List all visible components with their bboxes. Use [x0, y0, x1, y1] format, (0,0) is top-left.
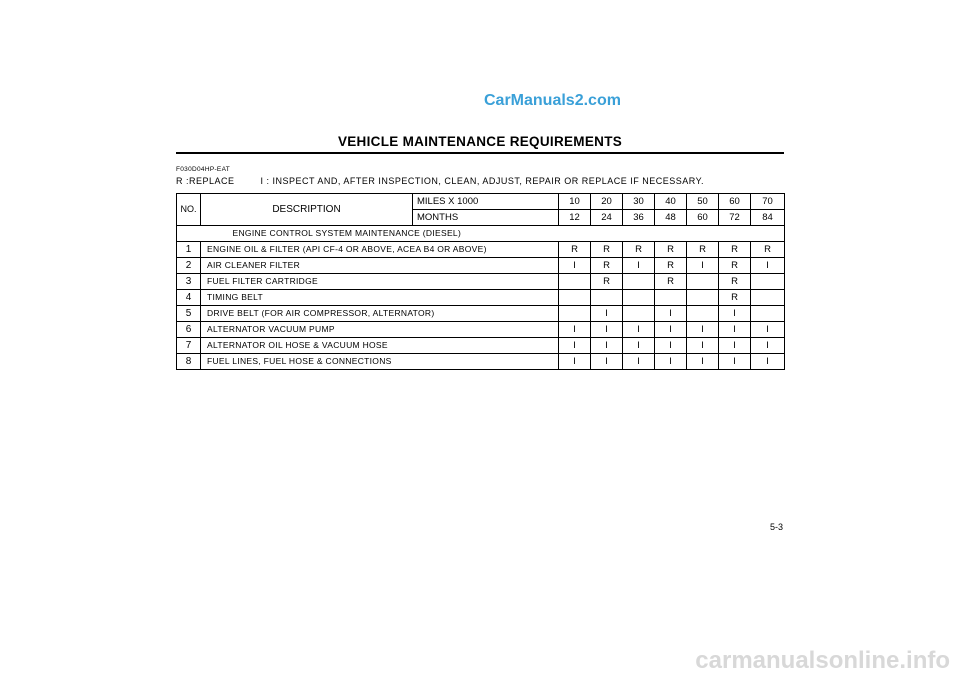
interval-cell: I: [687, 338, 719, 354]
interval-cell: I: [591, 338, 623, 354]
row-description: ENGINE OIL & FILTER (API CF-4 OR ABOVE, ACEA B4 OR ABOVE): [201, 242, 559, 258]
row-number: 7: [177, 338, 201, 354]
interval-cell: R: [719, 242, 751, 258]
interval-cell: I: [719, 322, 751, 338]
table-row: [177, 242, 785, 258]
interval-cell: [751, 306, 785, 322]
interval-cell: I: [623, 338, 655, 354]
months-cell: 72: [719, 210, 751, 226]
row-description: AIR CLEANER FILTER: [201, 258, 559, 274]
interval-cell: R: [655, 274, 687, 290]
legend-replace: R :REPLACE: [176, 176, 235, 186]
interval-cell: R: [719, 258, 751, 274]
row-description: DRIVE BELT (FOR AIR COMPRESSOR, ALTERNATOR): [201, 306, 559, 322]
row-description: FUEL LINES, FUEL HOSE & CONNECTIONS: [201, 354, 559, 370]
row-description: ALTERNATOR VACUUM PUMP: [201, 322, 559, 338]
months-cell: 84: [751, 210, 785, 226]
interval-cell: [623, 290, 655, 306]
miles-cell: 70: [751, 194, 785, 210]
table-row: [177, 338, 785, 354]
interval-cell: [591, 290, 623, 306]
interval-cell: I: [591, 306, 623, 322]
interval-cell: [687, 306, 719, 322]
interval-cell: I: [751, 258, 785, 274]
interval-cell: [751, 274, 785, 290]
section-row: [177, 226, 785, 242]
interval-cell: I: [719, 354, 751, 370]
table-row: [177, 322, 785, 338]
header-description: DESCRIPTION: [201, 194, 413, 226]
interval-cell: [687, 274, 719, 290]
interval-cell: I: [655, 338, 687, 354]
section-title: ENGINE CONTROL SYSTEM MAINTENANCE (DIESEL): [201, 226, 751, 242]
interval-cell: [655, 290, 687, 306]
row-number: 8: [177, 354, 201, 370]
carmanualsonline-watermark: carmanualsonline.info: [695, 647, 950, 674]
row-number: 1: [177, 242, 201, 258]
miles-cell: 50: [687, 194, 719, 210]
table-row: [177, 354, 785, 370]
interval-cell: I: [623, 322, 655, 338]
interval-cell: R: [719, 274, 751, 290]
interval-cell: R: [751, 242, 785, 258]
interval-cell: R: [655, 258, 687, 274]
interval-cell: [623, 274, 655, 290]
interval-cell: I: [751, 354, 785, 370]
months-cell: 36: [623, 210, 655, 226]
interval-cell: R: [623, 242, 655, 258]
interval-cell: [623, 306, 655, 322]
interval-cell: R: [719, 290, 751, 306]
months-cell: 12: [559, 210, 591, 226]
interval-cell: R: [559, 242, 591, 258]
interval-cell: R: [591, 274, 623, 290]
interval-cell: I: [655, 354, 687, 370]
title-rule: [176, 152, 784, 154]
months-cell: 24: [591, 210, 623, 226]
interval-cell: [559, 274, 591, 290]
interval-cell: I: [623, 258, 655, 274]
header-months: MONTHS: [413, 210, 559, 226]
legend-inspect: I : INSPECT AND, AFTER INSPECTION, CLEAN, ADJUST, REPAIR OR REPLACE IF NECESSARY.: [260, 176, 704, 186]
header-miles: MILES X 1000: [413, 194, 559, 210]
miles-cell: 60: [719, 194, 751, 210]
interval-cell: [559, 306, 591, 322]
interval-cell: I: [655, 306, 687, 322]
interval-cell: I: [719, 306, 751, 322]
table-row: [177, 290, 785, 306]
interval-cell: I: [687, 354, 719, 370]
interval-cell: I: [719, 338, 751, 354]
maintenance-table: [176, 193, 785, 370]
header-no: NO.: [177, 194, 201, 226]
table-row: [177, 306, 785, 322]
interval-cell: I: [751, 338, 785, 354]
row-description: TIMING BELT: [201, 290, 559, 306]
row-number: 2: [177, 258, 201, 274]
interval-cell: I: [591, 322, 623, 338]
interval-cell: [751, 290, 785, 306]
interval-cell: R: [687, 242, 719, 258]
interval-cell: I: [623, 354, 655, 370]
miles-cell: 10: [559, 194, 591, 210]
table-row: [177, 274, 785, 290]
section-spacer: [751, 226, 785, 242]
miles-cell: 20: [591, 194, 623, 210]
months-cell: 60: [687, 210, 719, 226]
row-number: 4: [177, 290, 201, 306]
months-cell: 48: [655, 210, 687, 226]
interval-cell: I: [559, 354, 591, 370]
interval-cell: R: [591, 242, 623, 258]
interval-cell: I: [751, 322, 785, 338]
interval-cell: I: [655, 322, 687, 338]
miles-cell: 40: [655, 194, 687, 210]
header-row-miles: [177, 194, 785, 210]
page-number: 5-3: [770, 522, 784, 532]
interval-cell: I: [559, 258, 591, 274]
row-description: FUEL FILTER CARTRIDGE: [201, 274, 559, 290]
miles-cell: 30: [623, 194, 655, 210]
interval-cell: I: [591, 354, 623, 370]
section-spacer: [177, 226, 201, 242]
interval-cell: I: [687, 322, 719, 338]
page-title: VEHICLE MAINTENANCE REQUIREMENTS: [337, 134, 623, 149]
row-number: 5: [177, 306, 201, 322]
interval-cell: [687, 290, 719, 306]
row-description: ALTERNATOR OIL HOSE & VACUUM HOSE: [201, 338, 559, 354]
carmanuals2-watermark: CarManuals2.com: [484, 92, 621, 109]
interval-cell: I: [687, 258, 719, 274]
interval-cell: [559, 290, 591, 306]
legend: [176, 176, 704, 186]
document-code: F030D04HP-EAT: [176, 166, 230, 173]
row-number: 3: [177, 274, 201, 290]
interval-cell: R: [591, 258, 623, 274]
interval-cell: R: [655, 242, 687, 258]
interval-cell: I: [559, 322, 591, 338]
interval-cell: I: [559, 338, 591, 354]
table-row: [177, 258, 785, 274]
row-number: 6: [177, 322, 201, 338]
